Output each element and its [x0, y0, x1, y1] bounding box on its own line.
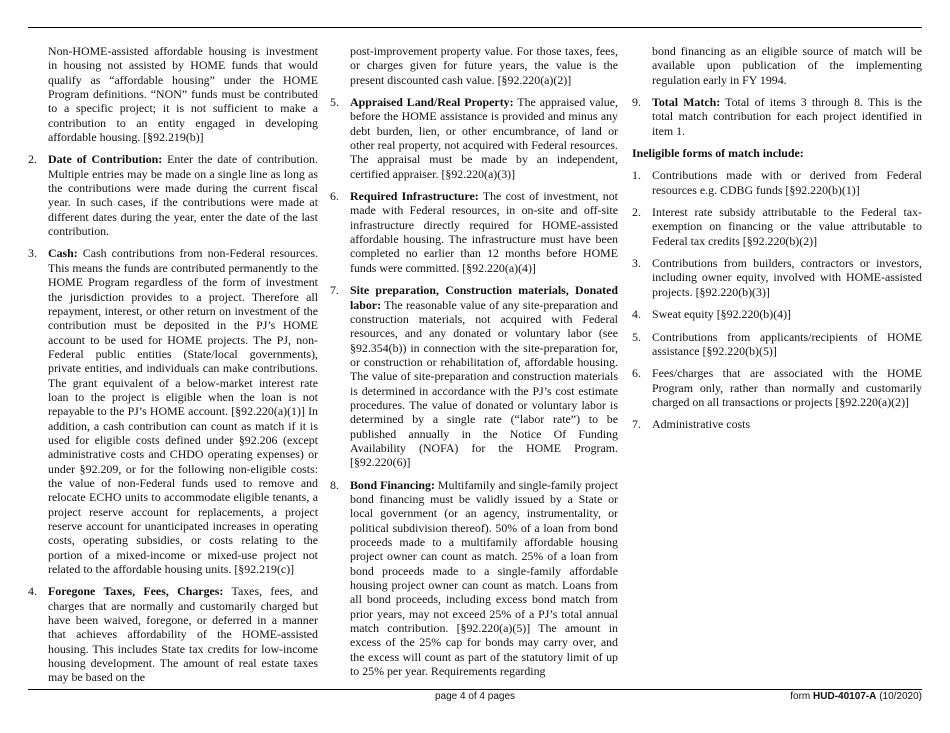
column-3 [632, 44, 922, 440]
item-foregone-taxes: 4. Foregone Taxes, Fees, Charges: Taxes, fees, and charges that are normally and customarily charged but have been waived, foregone, or deferred in a manner that achieves affordability of the HOME-assisted housing. This includes State tax credits for low-income housing development. The amount of real estate taxes may be based on the [28, 584, 318, 685]
ineligible-item: 5. Contributions from applicants/recipients of HOME assistance [§92.220(b)(5)] [632, 329, 922, 358]
item-required-infrastructure: 6. Required Infrastructure: The cost of investment, not made with Federal resources, in on-site and off-site infrastructure directly required for HOME-assisted affordable housing. The infrastructure must have been completed no earlier than 12 months before HOME funds were committed. [§92.220(a)(4)] [330, 189, 618, 275]
item-site-preparation: 7. Site preparation, Construction materials, Donated labor: The reasonable value of any site-preparation and construction materials, not acquired with Federal resources, and any donated or voluntary labor (see §92.354(b)) in connection with the site-preparation for, or construction or rehabilitation of, affordable housing. The value of site-preparation and construction materials is determined in accordance with the PJ’s cost estimate procedures. The value of donated or voluntary labor is determined by a single rate (“labor rate”) to be published annually in the Notice Of Funding Availability (NOFA) for the HOME Program. [§92.220(6)] [330, 283, 618, 470]
ineligible-item: 1. Contributions made with or derived from Federal resources e.g. CDBG funds [§92.220(b)(1)] [632, 168, 922, 197]
foregone-taxes-continued: post-improvement property value. For those taxes, fees, or charges given for future years, the value is the present discounted cash value. [§92.220(a)(2)] [350, 44, 618, 87]
non-home-intro: Non-HOME-assisted affordable housing is investment in housing not assisted by HOME funds that would qualify as “affordable housing” under the HOME Program definitions. “NON” funds must be contributed to a specific project; it is not sufficient to make a contribution to an entity engaged in developing affordable housing. [§92.219(b)] [48, 44, 318, 145]
ineligible-item: 3. Contributions from builders, contractors or investors, including owner equity, involved with HOME-assisted projects. [§92.220(b)(3)] [632, 256, 922, 299]
ineligible-item: 4. Sweat equity [§92.220(b)(4)] [632, 307, 792, 322]
ineligible-item: 6. Fees/charges that are associated with the HOME Program only, rather than normally and customarily charged on all transactions or projects [§92.220(a)(2)] [632, 366, 922, 409]
ineligible-heading: Ineligible forms of match include: [632, 146, 804, 161]
form-id: form HUD-40107-A (10/2020) [790, 691, 922, 702]
ineligible-item: 7. Administrative costs [632, 417, 751, 432]
ineligible-item: 2. Interest rate subsidy attributable to the Federal tax-exemption on financing or the value attributable to Federal tax credits [§92.220(b)(2)] [632, 205, 922, 248]
bond-financing-continued: bond financing as an eligible source of match will be available upon publication of the implementing regulation early in FY 1994. [652, 44, 922, 87]
item-total-match: 9. Total Match: Total of items 3 through 8. This is the total match contribution for each project identified in item 1. [632, 95, 922, 138]
column-2 [330, 44, 618, 686]
item-bond-financing: 8. Bond Financing: Multifamily and single-family project bond financing must be validly issued by a State or local government (or an agency, instrumentality, or political subdivision thereof). 50% of a loan from bond proceeds made to a multifamily affordable housing project owner can count as match. 25% of a loan from bond proceeds made to a single-family affordable housing project owner can count as match. Loans from all bond proceeds, including excess bond match from prior years, may not exceed 25% of a PJ’s total annual match contribution. [§92.220(a)(5)] The amount in excess of the 25% cap for bonds may carry over, and the excess will count as part of the statutory limit of up to 25% per year. Requirements regarding [330, 477, 618, 679]
top-rule [28, 27, 922, 28]
item-date-of-contribution: 2. Date of Contribution: Enter the date of contribution. Multiple entries may be made on a single line as long as the contributions were made during the current fiscal year. In such cases, if the contributions were made at different dates during the year, enter the date of the last contribution. [28, 152, 318, 239]
column-1 [28, 44, 318, 693]
item-cash: 3. Cash: Cash contributions from non-Federal resources. This means the funds are contributed permanently to the HOME Program regardless of the form of investment the jurisdiction provides to a project. Therefore all repayment, interest, or other return on investment of the contribution must be deposited in the PJ’s HOME account to be used for HOME projects. The PJ, non-Federal public entities (State/local governments), private entities, and individuals can make contributions. The grant equivalent of a below-market interest rate loan to the project is eligible when the loan is not repayable to the PJ’s HOME account. [§92.220(a)(1)] In addition, a cash contribution can count as match if it is used for eligible costs defined under §92.206 (except administrative costs and CHDO operating expenses) or under §92.209, or for the following non-eligible costs: the value of non-Federal funds used to remove and relocate ECHO units to accommodate eligible tenants, a project reserve account for replacements, a project reserve account for unanticipated increases in operating costs, operating subsidies, or costs relating to the portion of a mixed-income or mixed-use project not related to the affordable housing units. [§92.219(c)] [28, 246, 318, 577]
bottom-rule [28, 689, 922, 690]
item-appraised-land: 5. Appraised Land/Real Property: The appraised value, before the HOME assistance is provided and minus any debt burden, lien, or other encumbrance, of land or other real property, not acquired with Federal resources. The appraisal must be made by an independent, certified appraiser. [§92.220(a)(3)] [330, 95, 618, 181]
page-number: page 4 of 4 pages [434, 691, 516, 702]
